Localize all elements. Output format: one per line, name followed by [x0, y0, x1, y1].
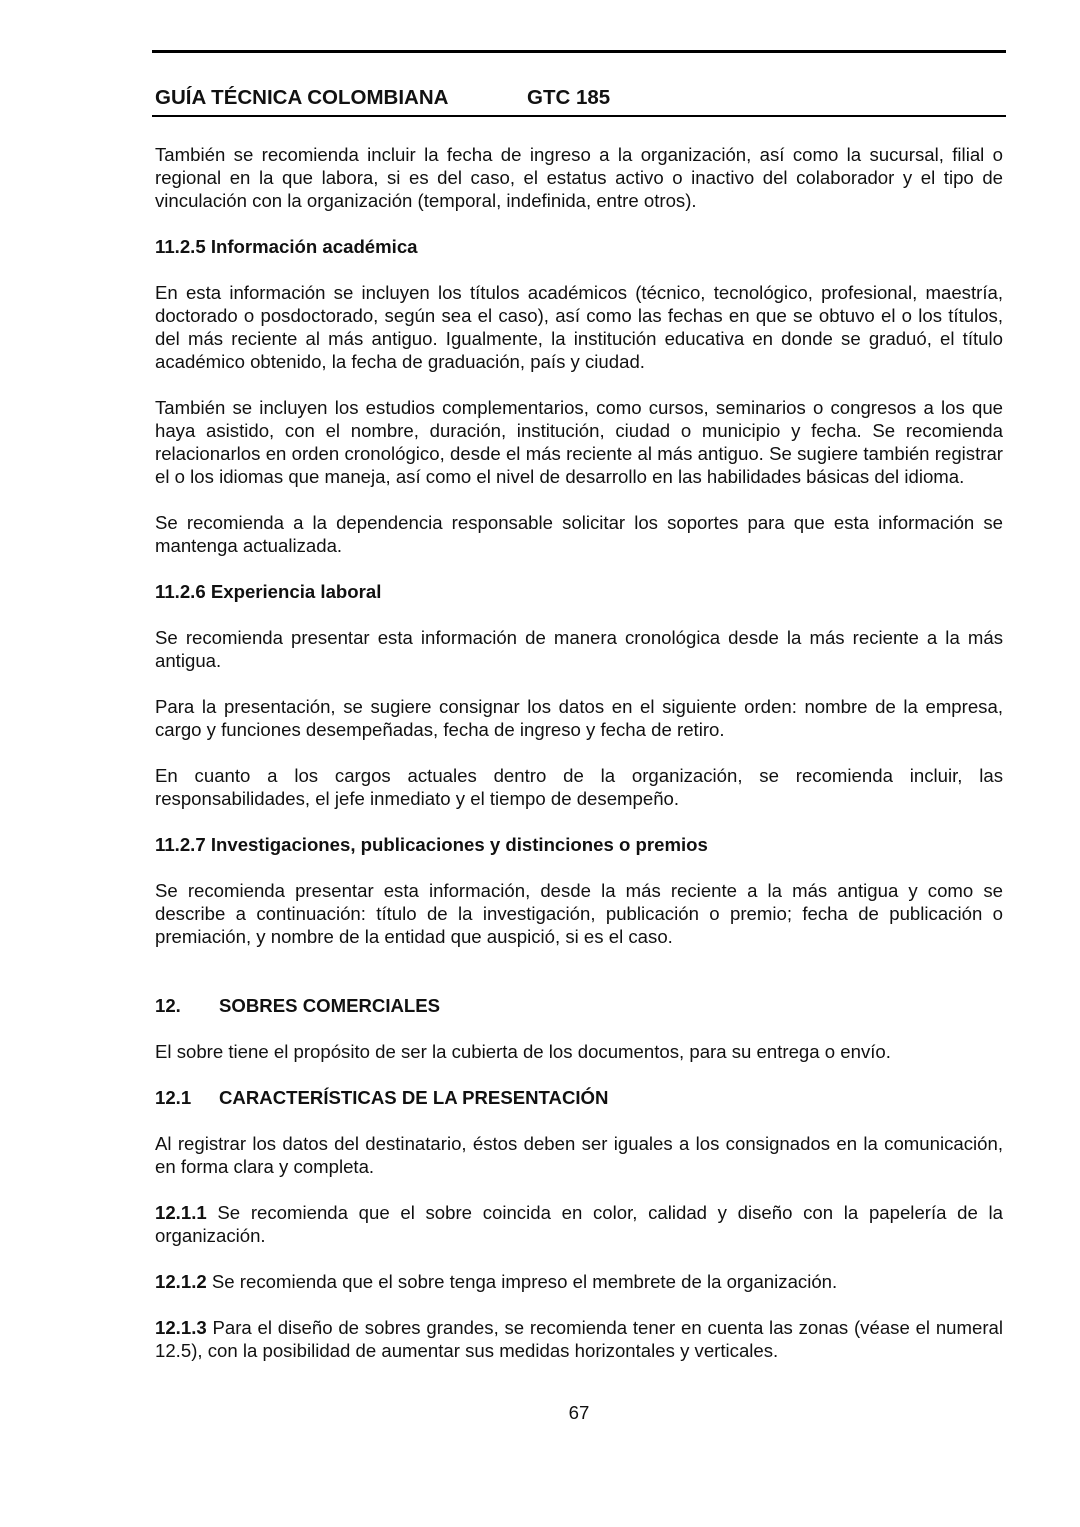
paragraph-number: 12.1.2 [155, 1271, 207, 1292]
paragraph: Para la presentación, se sugiere consignar los datos en el siguiente orden: nombre de la empresa, cargo y funciones desempeñadas, fecha de ingreso y fecha de retiro. [155, 696, 1003, 740]
section-number: 11.2.7 [155, 834, 206, 855]
standard-code: GTC 185 [527, 86, 611, 109]
numbered-paragraph-12-1-3 [155, 1316, 1003, 1362]
paragraph: En esta información se incluyen los títulos académicos (técnico, tecnológico, profesional, maestría, doctorado o posdoctorado, según sea el caso), así como las fechas en que se obtuvo el o los títulos, del más reciente al más antiguo. Igualmente, la institución educativa en donde se graduó, el título académico obtenido, la fecha de graduación, país y ciudad. [155, 282, 1003, 372]
paragraph: El sobre tiene el propósito de ser la cubierta de los documentos, para su entrega o envío. [155, 1041, 891, 1062]
document-series-title: GUÍA TÉCNICA COLOMBIANA [155, 86, 449, 109]
paragraph: Se recomienda presentar esta información, desde la más reciente a la más antigua y como se describe a continuación: título de la investigación, publicación o premio; fecha de publicación o premiación, y nombre de la entidad que auspició, si es el caso. [155, 880, 1003, 947]
section-number: 12.1 [155, 1087, 192, 1108]
section-number: 12. [155, 995, 181, 1016]
section-title: Experiencia laboral [210, 581, 382, 602]
section-title: Investigaciones, publicaciones y distinciones o premios [210, 834, 708, 855]
page-header [155, 86, 611, 110]
header-top-rule [152, 50, 1006, 53]
paragraph-text: Se recomienda que el sobre tenga impreso el membrete de la organización. [211, 1271, 838, 1292]
spacer [155, 971, 1003, 994]
section-title: SOBRES COMERCIALES [219, 995, 441, 1016]
section-number: 11.2.6 [155, 581, 206, 602]
paragraph: Al registrar los datos del destinatario, éstos deben ser iguales a los consignados en la comunicación, en forma clara y completa. [155, 1133, 1003, 1177]
section-title: Información académica [210, 236, 418, 257]
section-heading-12 [155, 994, 1003, 1017]
section-heading-11-2-7 [155, 833, 1003, 856]
section-heading-11-2-6 [155, 580, 1003, 603]
paragraph: También se incluyen los estudios complementarios, como cursos, seminarios o congresos a los que haya asistido, con el nombre, duración, institución, ciudad o municipio y fecha. Se recomienda relacionarlos en orden cronológico, desde el más reciente al más antiguo. Se sugiere también registrar el o los idiomas que maneja, así como el nivel de desarrollo en las habilidades básicas del idioma. [155, 397, 1003, 487]
header-bottom-rule [152, 115, 1006, 117]
section-title: CARACTERÍSTICAS DE LA PRESENTACIÓN [219, 1087, 609, 1108]
paragraph-number: 12.1.3 [155, 1317, 207, 1338]
section-number: 11.2.5 [155, 236, 206, 257]
section-heading-11-2-5 [155, 235, 1003, 258]
page-body [155, 143, 1003, 1385]
page-number: 67 [568, 1402, 590, 1423]
paragraph: En cuanto a los cargos actuales dentro de la organización, se recomienda incluir, las responsabilidades, el jefe inmediato y el tiempo de desempeño. [155, 765, 1003, 809]
paragraph-text: Se recomienda que el sobre coincida en color, calidad y diseño con la papelería de la organización. [155, 1202, 1003, 1246]
numbered-paragraph-12-1-1 [155, 1201, 1003, 1247]
paragraph-text: Para el diseño de sobres grandes, se recomienda tener en cuenta las zonas (véase el numeral 12.5), con la posibilidad de aumentar sus medidas horizontales y verticales. [155, 1317, 1003, 1361]
paragraph: También se recomienda incluir la fecha de ingreso a la organización, así como la sucursal, filial o regional en la que labora, si es del caso, el estatus activo o inactivo del colaborador y el tipo de vinculación con la organización (temporal, indefinida, entre otros). [155, 144, 1003, 211]
section-heading-12-1 [155, 1086, 1003, 1109]
paragraph: Se recomienda a la dependencia responsable solicitar los soportes para que esta información se mantenga actualizada. [155, 512, 1003, 556]
paragraph: Se recomienda presentar esta información de manera cronológica desde la más reciente a la más antigua. [155, 627, 1003, 671]
paragraph-number: 12.1.1 [155, 1202, 207, 1223]
numbered-paragraph-12-1-2 [155, 1270, 1003, 1293]
